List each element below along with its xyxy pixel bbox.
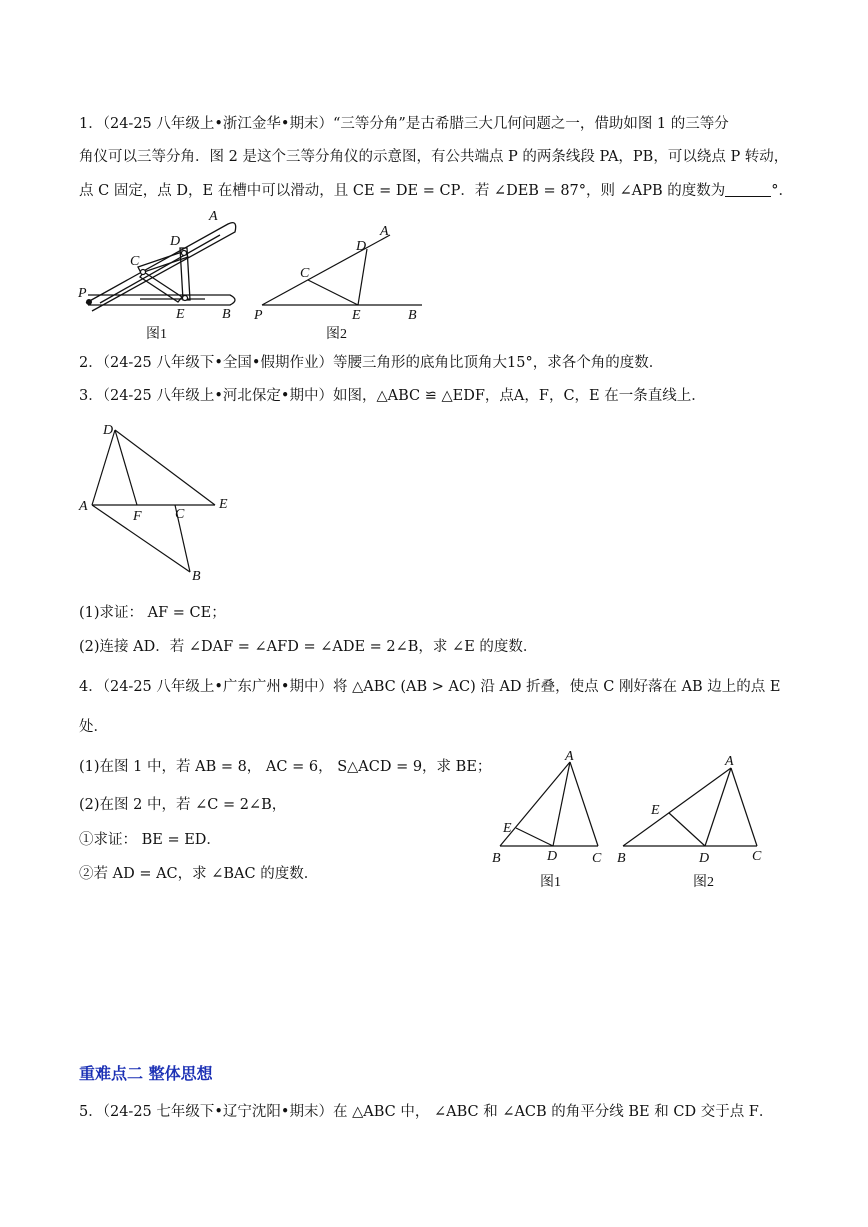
q1-line1: 1．（24-25 八年级上•浙江金华•期末）“三等分角”是古希腊三大几何问题之一，借助如图 1 的三等分 — [79, 116, 729, 132]
q4f2-label-d: D — [699, 851, 710, 866]
q3-line1: 3．（24-25 八年级上•河北保定•期中）如图，△ABC ≌ △EDF，点A，F，C，E 在一条直线上． — [79, 388, 706, 404]
q4-sub2a: ①求证： BE = ED． — [79, 832, 221, 848]
q1-line3-end: °． — [771, 183, 794, 199]
q3-sub2: (2)连接 AD．若 ∠DAF = ∠AFD = ∠ADE = 2∠B，求 ∠E 的度数． — [79, 639, 538, 655]
section-heading: 重难点二 整体思想 — [79, 1064, 213, 1083]
q4-sub2: (2)在图 2 中，若 ∠C = 2∠B， — [79, 797, 287, 813]
q4-line2: 处． — [79, 719, 108, 735]
fig2-label-d: D — [356, 239, 367, 254]
q1-line2: 角仪可以三等分角．图 2 是这个三等分角仪的示意图，有公共端点 P 的两条线段 PA，PB，可以绕点 P 转动， — [79, 149, 789, 165]
q4f2-label-e: E — [651, 803, 660, 818]
q4f2-caption: 图2 — [693, 875, 714, 890]
q1-line3-text: 点 C 固定，点 D，E 在槽中可以滑动，且 CE = DE = CP．若 ∠DEB = 87°，则 ∠APB 的度数为 — [79, 183, 726, 199]
q3-figure — [75, 420, 245, 590]
q4f1-label-d: D — [547, 849, 558, 864]
q4f2-label-c: C — [752, 849, 762, 864]
q3-label-b: B — [192, 569, 201, 584]
fig1-label-c: C — [130, 254, 140, 269]
q1-line3 — [79, 181, 793, 201]
fig2-label-a: A — [380, 224, 389, 239]
fig2-label-c: C — [300, 266, 310, 281]
fig1-label-p: P — [78, 286, 87, 301]
q2-text: 2．（24-25 八年级下•全国•假期作业）等腰三角形的底角比顶角大15°，求各个角的度数． — [79, 355, 664, 371]
fig1-label-e: E — [176, 307, 185, 322]
q4f2-label-b: B — [617, 851, 626, 866]
fig1-label-d: D — [170, 234, 181, 249]
q3-label-a: A — [79, 499, 88, 514]
q5-text: 5．（24-25 七年级下•辽宁沈阳•期末）在 △ABC 中， ∠ABC 和 ∠ACB 的角平分线 BE 和 CD 交于点 F． — [79, 1104, 774, 1120]
q4f2-label-a: A — [725, 754, 734, 769]
q3-label-c: C — [175, 507, 185, 522]
q3-label-f: F — [133, 509, 142, 524]
fig1-label-b: B — [222, 307, 231, 322]
q1-figure-2 — [250, 215, 430, 345]
q4-figure-2 — [615, 748, 775, 893]
q4f1-label-b: B — [492, 851, 501, 866]
q4-figure-1 — [488, 748, 618, 893]
q4f1-label-e: E — [503, 821, 512, 836]
fig2-label-e: E — [352, 308, 361, 323]
fig2-label-p: P — [254, 308, 263, 323]
q3-sub1: (1)求证： AF = CE； — [79, 605, 226, 621]
q4f1-caption: 图1 — [540, 875, 561, 890]
fig2-caption: 图2 — [326, 327, 347, 342]
q4-line1: 4．（24-25 八年级上•广东广州•期中）将 △ABC (AB > AC) 沿 AD 折叠，使点 C 刚好落在 AB 边上的点 E — [79, 679, 781, 695]
q3-label-e: E — [219, 497, 228, 512]
q4-sub2b: ②若 AD = AC，求 ∠BAC 的度数． — [79, 866, 319, 882]
fig1-label-a: A — [209, 209, 218, 224]
fig2-label-b: B — [408, 308, 417, 323]
q4-sub1: (1)在图 1 中，若 AB = 8， AC = 6， S△ACD = 9，求 BE； — [79, 759, 492, 775]
q3-label-d: D — [103, 423, 114, 438]
answer-blank[interactable] — [725, 182, 771, 197]
fig1-caption: 图1 — [146, 327, 167, 342]
q4f1-label-c: C — [592, 851, 602, 866]
q1-figure-1 — [70, 205, 260, 345]
q4f1-label-a: A — [565, 749, 574, 764]
